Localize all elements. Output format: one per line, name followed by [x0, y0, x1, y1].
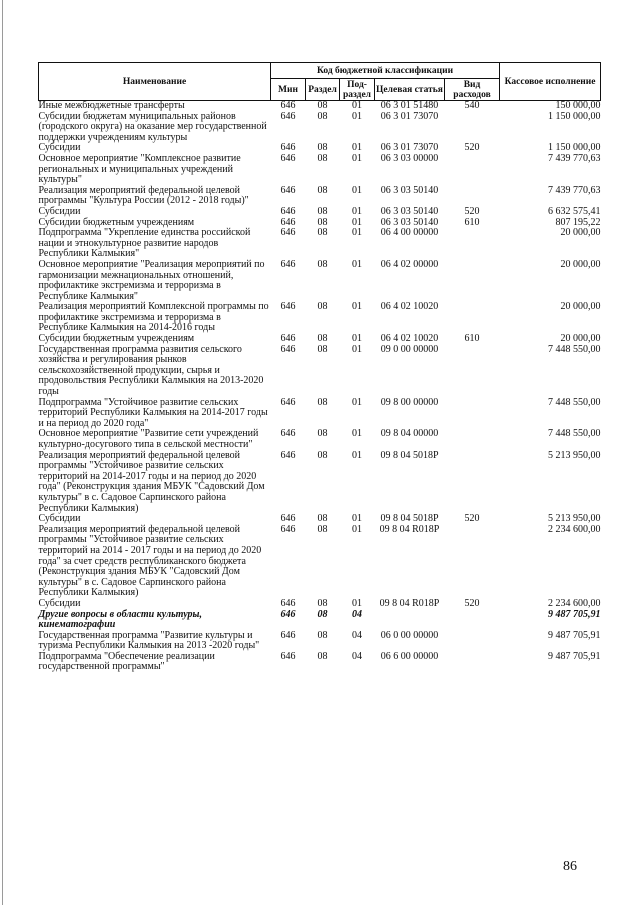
- header-razdel: Раздел: [306, 79, 340, 101]
- row-razdel: 08: [317, 301, 328, 313]
- row-name: Субсидии бюджетным учреждениям: [38, 216, 195, 228]
- row-podrazdel: 01: [352, 258, 362, 270]
- row-name: Иные межбюджетные трансферты: [38, 100, 185, 111]
- row-vid: 520: [464, 513, 480, 525]
- table-row: [39, 451, 601, 515]
- header-vid: Вид расходов: [445, 79, 500, 101]
- row-vid: [445, 260, 500, 302]
- row-amount: 6 632 575,41: [548, 205, 601, 217]
- row-vid: [445, 525, 500, 599]
- row-target: 09 8 04 R018Р: [379, 523, 440, 535]
- row-amount: 9 487 705,91: [548, 608, 601, 620]
- table-row: [39, 207, 601, 218]
- table-row: [39, 631, 601, 652]
- row-amount: 9 487 705,91: [548, 629, 601, 641]
- row-target: 09 8 00 00000: [380, 396, 439, 408]
- row-vid: [445, 652, 500, 673]
- row-vid: [445, 345, 500, 398]
- row-vid: 540: [464, 100, 480, 111]
- row-target: 09 8 04 5018Р: [380, 449, 439, 461]
- row-target: 09 8 04 R018Р: [379, 597, 440, 609]
- row-name: Реализация мероприятий федеральной целевой программы "Устойчивое развитие сельских территорий на 2014 - 2017 годы и на период до 2020 года" за счет средств республиканского бюджета (Реконструкция здания МБУК "Садовский Дом культуры" в с. Садовое Сарпинского района Республики Калмыкия): [38, 523, 262, 599]
- row-target: 06 3 03 50140: [380, 184, 439, 196]
- row-min: 646: [280, 110, 296, 122]
- table-row: [39, 398, 601, 430]
- row-podrazdel: 01: [352, 301, 362, 313]
- row-target: [375, 610, 445, 631]
- row-min: 646: [280, 523, 296, 535]
- row-name: Реализация мероприятий федеральной целевой программы "Культура России (2012 - 2018 годы)": [38, 184, 249, 207]
- budget-table: [38, 62, 601, 673]
- row-razdel: 08: [317, 597, 328, 609]
- row-target: 06 3 01 73070: [380, 142, 439, 154]
- row-name: Основное мероприятие "Комплексное развитие региональных и муниципальных учреждений культуры": [38, 152, 241, 186]
- row-target: 06 4 02 00000: [380, 258, 439, 270]
- row-name: Субсидии бюджетам муниципальных районов (городского округа) на оказание мер государственной поддержки учреждениям культуры: [38, 110, 267, 143]
- row-amount: 2 234 600,00: [548, 597, 601, 609]
- table-row: [39, 610, 601, 631]
- row-min: 646: [280, 205, 296, 217]
- row-razdel: 08: [317, 184, 328, 196]
- row-name: Подпрограмма "Обеспечение реализации государственной программы": [38, 650, 215, 673]
- table-row: [39, 112, 601, 144]
- page-number: 86: [563, 859, 577, 874]
- row-razdel: 08: [317, 449, 328, 461]
- row-amount: 7 448 550,00: [548, 428, 601, 440]
- row-target: 06 6 00 00000: [380, 650, 439, 662]
- row-podrazdel: 01: [352, 227, 362, 239]
- row-razdel: 08: [317, 333, 328, 345]
- row-podrazdel: 01: [352, 205, 362, 217]
- row-min: 646: [280, 343, 296, 355]
- row-min: 646: [280, 258, 296, 270]
- row-razdel: 08: [317, 629, 328, 641]
- row-razdel: 08: [317, 205, 328, 217]
- table-row: [39, 525, 601, 599]
- row-min: 646: [280, 142, 296, 154]
- row-min: 646: [280, 227, 296, 239]
- table-row: [39, 228, 601, 260]
- row-amount: 7 439 770,63: [548, 184, 601, 196]
- row-podrazdel: 01: [352, 142, 362, 154]
- row-podrazdel: 01: [352, 343, 362, 355]
- row-podrazdel: 01: [352, 396, 362, 408]
- row-amount: 150 000,00: [555, 100, 601, 111]
- row-min: 646: [280, 100, 296, 111]
- row-vid: [445, 228, 500, 260]
- row-name: Основное мероприятие "Развитие сети учреждений культурно-досугового типа в сельской местности": [38, 428, 259, 450]
- row-target: 06 4 00 00000: [380, 227, 439, 239]
- row-razdel: 08: [317, 513, 328, 525]
- row-podrazdel: 01: [352, 100, 362, 111]
- row-vid: 610: [464, 216, 480, 228]
- row-vid: [445, 186, 500, 207]
- row-target: 06 4 02 10020: [380, 301, 439, 313]
- row-vid: [445, 112, 500, 144]
- row-podrazdel: 04: [352, 629, 362, 641]
- row-min: 646: [280, 449, 296, 461]
- row-min: 646: [280, 216, 296, 228]
- row-amount: 20 000,00: [560, 227, 601, 239]
- row-target: 06 4 02 10020: [380, 333, 439, 345]
- row-name: Субсидии: [38, 205, 81, 217]
- row-min: 646: [280, 629, 296, 641]
- row-amount: 20 000,00: [560, 258, 601, 270]
- table-row: [39, 154, 601, 186]
- row-razdel: 08: [317, 100, 328, 111]
- row-target: 09 8 04 5018Р: [380, 513, 439, 525]
- table-row: [39, 345, 601, 398]
- row-amount: 1 150 000,00: [548, 110, 601, 122]
- row-podrazdel: 01: [352, 523, 362, 535]
- row-amount: 7 439 770,63: [548, 152, 601, 164]
- row-podrazdel: 01: [352, 216, 362, 228]
- row-name: Субсидии: [38, 142, 81, 154]
- row-target: 06 3 03 50140: [380, 216, 439, 228]
- table-row: [39, 302, 601, 334]
- row-podrazdel: 04: [352, 608, 362, 620]
- table-row: [39, 599, 601, 610]
- header-min: Мин: [271, 79, 306, 101]
- row-min: 646: [280, 333, 296, 345]
- header-name: Наименование: [39, 63, 271, 101]
- row-amount: 7 448 550,00: [548, 396, 601, 408]
- row-razdel: 08: [317, 110, 328, 122]
- row-vid: [445, 610, 500, 631]
- row-vid: [445, 154, 500, 186]
- row-min: 646: [280, 428, 296, 440]
- row-razdel: 08: [317, 216, 328, 228]
- row-target: 06 3 03 00000: [380, 152, 439, 164]
- row-target: 09 8 04 00000: [380, 428, 439, 440]
- row-podrazdel: 01: [352, 513, 362, 525]
- row-podrazdel: 01: [352, 110, 362, 122]
- row-target: 09 0 00 00000: [380, 343, 439, 355]
- row-name: Другие вопросы в области культуры, кинематографии: [38, 608, 202, 631]
- row-podrazdel: 01: [352, 597, 362, 609]
- row-razdel: 08: [317, 343, 328, 355]
- row-name: Субсидии: [38, 513, 81, 525]
- row-podrazdel: 04: [352, 650, 362, 662]
- header-target: Целевая статья: [375, 79, 445, 101]
- header-cash: Кассовое исполнение: [500, 63, 601, 101]
- table-row: [39, 652, 601, 673]
- table-row: [39, 429, 601, 450]
- row-target: 06 0 00 00000: [380, 629, 439, 641]
- row-name: Подпрограмма "Устойчивое развитие сельских территорий Республики Калмыкия на 2014-2017 годы и на период до 2020 года": [38, 396, 268, 429]
- row-name: Субсидии: [38, 597, 81, 609]
- page-edge-line: [2, 0, 3, 905]
- row-amount: 7 448 550,00: [548, 343, 601, 355]
- row-razdel: 08: [317, 428, 328, 440]
- row-razdel: 08: [317, 258, 328, 270]
- row-name: Реализация мероприятий федеральной целевой программы "Устойчивое развитие сельских территорий на 2014-2017 годы и на период до 2020 года" (Реконструкция здания МБУК "Садовский Дом культуры" в с. Садовое Сарпинского района Республики Калмыкия): [38, 449, 265, 514]
- row-amount: 2 234 600,00: [548, 523, 601, 535]
- row-razdel: 08: [317, 396, 328, 408]
- row-target: 06 3 01 73070: [380, 110, 439, 122]
- row-target: 06 3 03 50140: [380, 205, 439, 217]
- row-razdel: 08: [317, 227, 328, 239]
- row-razdel: 08: [317, 142, 328, 154]
- row-amount: 807 195,22: [555, 216, 601, 228]
- row-vid: 610: [464, 333, 480, 345]
- row-razdel: 08: [317, 523, 328, 535]
- row-min: 646: [280, 650, 296, 662]
- table-row: [39, 260, 601, 302]
- row-amount: 9 487 705,91: [548, 650, 601, 662]
- row-razdel: 08: [317, 608, 328, 620]
- row-razdel: 08: [317, 152, 328, 164]
- row-min: 646: [280, 597, 296, 609]
- row-amount: 20 000,00: [560, 301, 601, 313]
- table-header: [39, 63, 601, 101]
- table-row: [39, 101, 601, 112]
- row-name: Основное мероприятие "Реализация мероприятий по гармонизации межнациональных отношений, профилактике экстремизма и терроризма в Республике Калмыкия": [38, 258, 265, 302]
- row-podrazdel: 01: [352, 184, 362, 196]
- header-podrazdel: Под-раздел: [340, 79, 375, 101]
- row-podrazdel: 01: [352, 152, 362, 164]
- row-target: 06 3 01 51480: [380, 100, 439, 111]
- table-row: [39, 186, 601, 207]
- row-amount: 5 213 950,00: [548, 513, 601, 525]
- row-min: 646: [280, 301, 296, 313]
- header-code-group: Код бюджетной классификации: [271, 63, 500, 79]
- row-vid: [445, 631, 500, 652]
- row-amount: 1 150 000,00: [548, 142, 601, 154]
- row-podrazdel: 01: [352, 333, 362, 345]
- row-vid: [445, 398, 500, 430]
- row-vid: [445, 429, 500, 450]
- row-min: 646: [280, 152, 296, 164]
- row-name: Государственная программа "Развитие культуры и туризма Республики Калмыкия на 2013 -2020 годы": [38, 629, 260, 652]
- row-podrazdel: 01: [352, 428, 362, 440]
- row-name: Субсидии бюджетным учреждениям: [38, 333, 195, 345]
- row-razdel: 08: [317, 650, 328, 662]
- row-name: Подпрограмма "Укрепление единства российской нации и этнокультурное развитие народов Республики Калмыкия": [38, 227, 251, 260]
- row-vid: 520: [464, 597, 480, 609]
- table-body: [39, 101, 601, 674]
- row-min: 646: [280, 608, 296, 620]
- row-podrazdel: 01: [352, 449, 362, 461]
- row-min: 646: [280, 396, 296, 408]
- row-min: 646: [280, 184, 296, 196]
- row-amount: 20 000,00: [560, 333, 601, 345]
- row-vid: [445, 451, 500, 515]
- row-name: Реализация мероприятий Комплексной программы по профилактике экстремизма и терроризма в Республике Калмыкия на 2014-2016 годы: [38, 301, 269, 334]
- row-name: Государственная программа развития сельского хозяйства и регулирования рынков сельскохозяйственной продукции, сырья и продовольствия Республики Калмыкия на 2013-2020 годы: [38, 343, 264, 398]
- row-min: 646: [280, 513, 296, 525]
- row-vid: 520: [464, 205, 480, 217]
- row-amount: 5 213 950,00: [548, 449, 601, 461]
- row-vid: [445, 302, 500, 334]
- row-vid: 520: [464, 142, 480, 154]
